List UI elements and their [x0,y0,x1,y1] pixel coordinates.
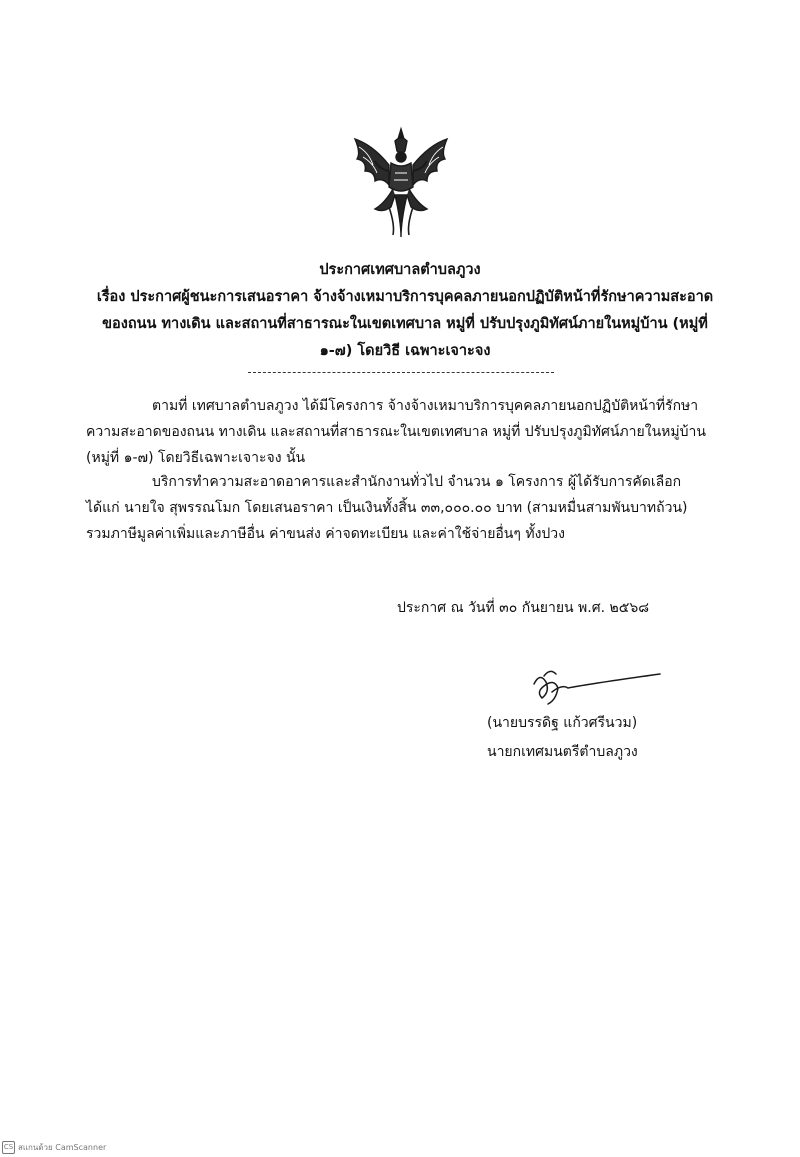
organization-title: ประกาศเทศบาลตำบลภูวง [319,262,481,278]
camscanner-logo-icon: CS [2,1141,15,1154]
body-paragraph-intro [86,393,714,471]
garuda-emblem-icon [345,125,457,240]
body-paragraph-intro-text: ตามที่ เทศบาลตำบลภูวง ได้มีโครงการ จ้างจ้างเหมาบริการบุคคลภายนอกปฏิบัติหน้าที่รักษาความสะอาดของถนน ทางเดิน และสถานที่สาธารณะในเขตเทศบาล หมู่ที่ ปรับปรุงภูมิทัศน์ภายในหมู่บ้าน (หมู่ที่ ๑-๗) โดยวิธีเฉพาะเจาะจง นั้น [86,398,706,466]
scanner-label: สแกนด้วย CamScanner [18,1143,107,1152]
handwritten-signature [528,664,664,712]
body-paragraph-winner [86,469,714,547]
scanner-watermark [2,1141,106,1154]
signatory-name: (นายบรรดิฐ แก้วศรีนวม) [487,715,638,731]
announcement-subject: เรื่อง ประกาศผู้ชนะการเสนอราคา จ้างจ้างเหมาบริการบุคคลภายนอกปฏิบัติหน้าที่รักษาความสะอาดของถนน ทางเดิน และสถานที่สาธารณะในเขตเทศบาล หมู่ที่ ปรับปรุงภูมิทัศน์ภายในหมู่บ้าน (หมู่ที่ ๑-๗) โดยวิธี เฉพาะเจาะจง [96,289,714,359]
signatory-position: นายกเทศมนตรีตำบลภูวง [487,744,638,760]
dashed-divider [248,372,554,373]
announcement-date: ประกาศ ณ วันที่ ๓๐ กันยายน พ.ศ. ๒๕๖๘ [397,600,650,616]
body-paragraph-winner-text: บริการทำความสะอาดอาคารและสำนักงานทั่วไป จำนวน ๑ โครงการ ผู้ได้รับการคัดเลือก ได้แก่ นายใจ สุพรรณโมก โดยเสนอราคา เป็นเงินทั้งสิ้น ๓๓,๐๐๐.๐๐ บาท (สามหมื่นสามพันบาทถ้วน) รวมภาษีมูลค่าเพิ่มและภาษีอื่น ค่าขนส่ง ค่าจดทะเบียน และค่าใช้จ่ายอื่นๆ ทั้งปวง [86,474,688,542]
